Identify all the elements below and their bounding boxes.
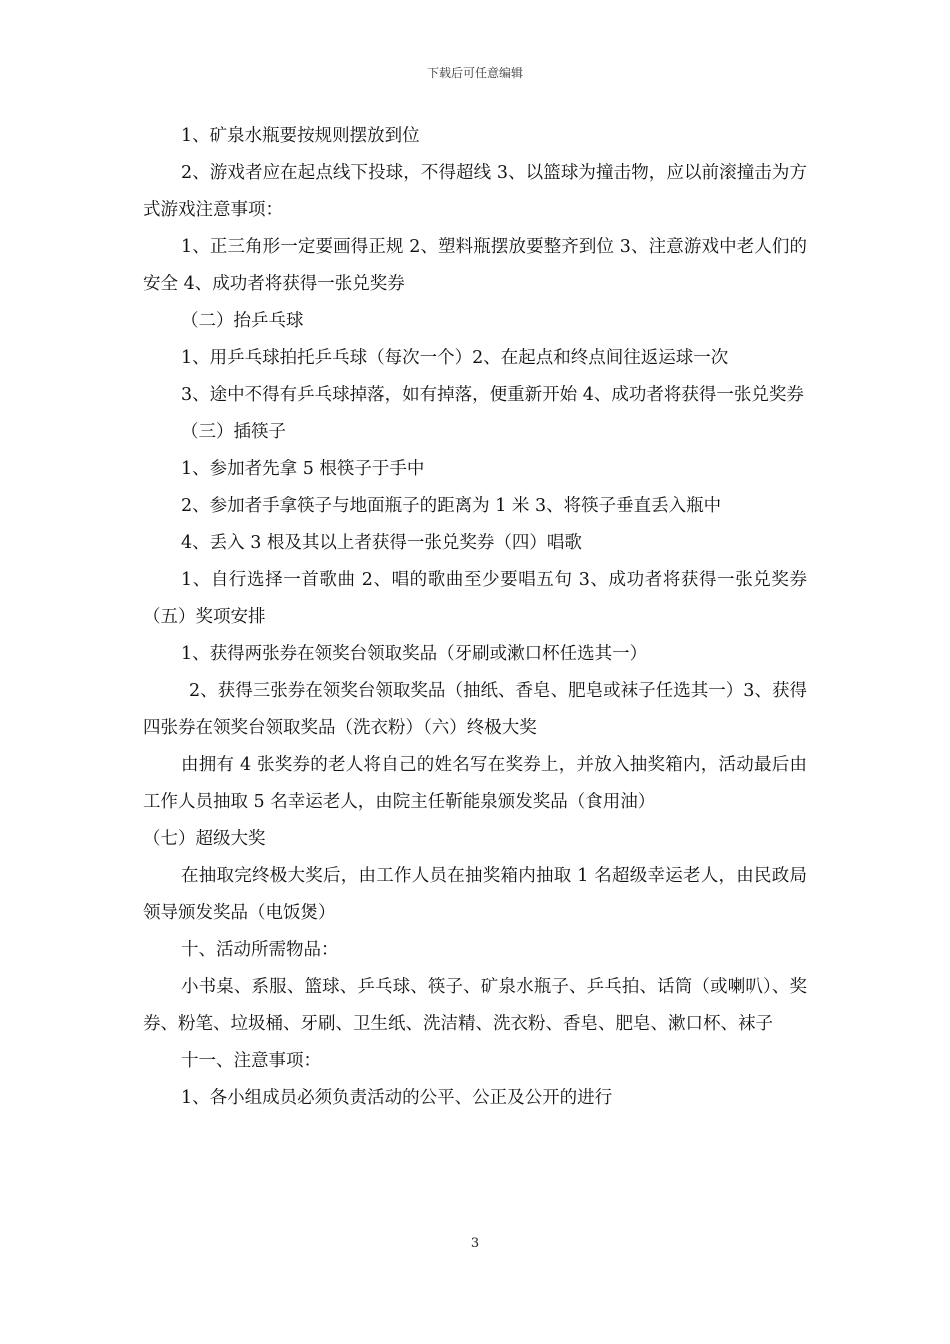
paragraph: 2、游戏者应在起点线下投球，不得超线 3、以篮球为撞击物，应以前滚撞击为方式游戏注意事项：: [143, 163, 807, 220]
paragraph: 2、获得三张券在领奖台领取奖品（抽纸、香皂、肥皂或袜子任选其一）3、获得四张券在领奖台领取奖品（洗衣粉）（六）终极大奖: [143, 681, 807, 738]
section-heading: 十、活动所需物品：: [181, 940, 339, 960]
paragraph: 2、参加者手拿筷子与地面瓶子的距离为 1 米 3、将筷子垂直丢入瓶中: [181, 496, 722, 516]
paragraph: 1、正三角形一定要画得正规 2、塑料瓶摆放要整齐到位 3、注意游戏中老人们的安全 4、成功者将获得一张兑奖券: [143, 237, 807, 294]
paragraph: 1、各小组成员必须负责活动的公平、公正及公开的进行: [181, 1088, 613, 1108]
paragraph: 4、丢入 3 根及其以上者获得一张兑奖券（四）唱歌: [181, 533, 582, 553]
paragraph: 在抽取完终极大奖后，由工作人员在抽奖箱内抽取 1 名超级幸运老人，由民政局领导颁发奖品（电饭煲）: [143, 866, 807, 923]
document-body: [143, 118, 807, 1117]
paragraph: 3、途中不得有乒乓球掉落，如有掉落，便重新开始 4、成功者将获得一张兑奖券: [181, 385, 804, 405]
paragraph: 1、用乒乓球拍托乒乓球（每次一个）2、在起点和终点间往返运球一次: [181, 348, 729, 368]
page-header-note: 下载后可任意编辑: [426, 66, 523, 80]
paragraph: 由拥有 4 张奖券的老人将自己的姓名写在奖券上，并放入抽奖箱内，活动最后由工作人员抽取 5 名幸运老人，由院主任靳能泉颁发奖品（食用油）: [143, 755, 807, 812]
page-number: 3: [470, 1236, 480, 1251]
paragraph: 1、获得两张券在领奖台领取奖品（牙刷或漱口杯任选其一）: [181, 644, 648, 664]
section-heading: （二）抬乒乓球: [181, 311, 304, 331]
paragraph: 1、参加者先拿 5 根筷子于手中: [181, 459, 425, 479]
section-heading: （七）超级大奖: [143, 829, 266, 849]
paragraph: 1、自行选择一首歌曲 2、唱的歌曲至少要唱五句 3、成功者将获得一张兑奖券（五）奖项安排: [143, 570, 807, 627]
paragraph: 1、矿泉水瓶要按规则摆放到位: [181, 126, 420, 146]
section-heading: 十一、注意事项：: [181, 1051, 321, 1071]
paragraph: 小书桌、系服、篮球、乒乓球、筷子、矿泉水瓶子、乒乓拍、话筒（或喇叭）、奖券、粉笔、垃圾桶、牙刷、卫生纸、洗洁精、洗衣粉、香皂、肥皂、漱口杯、袜子: [143, 977, 807, 1034]
section-heading: （三）插筷子: [181, 422, 286, 442]
